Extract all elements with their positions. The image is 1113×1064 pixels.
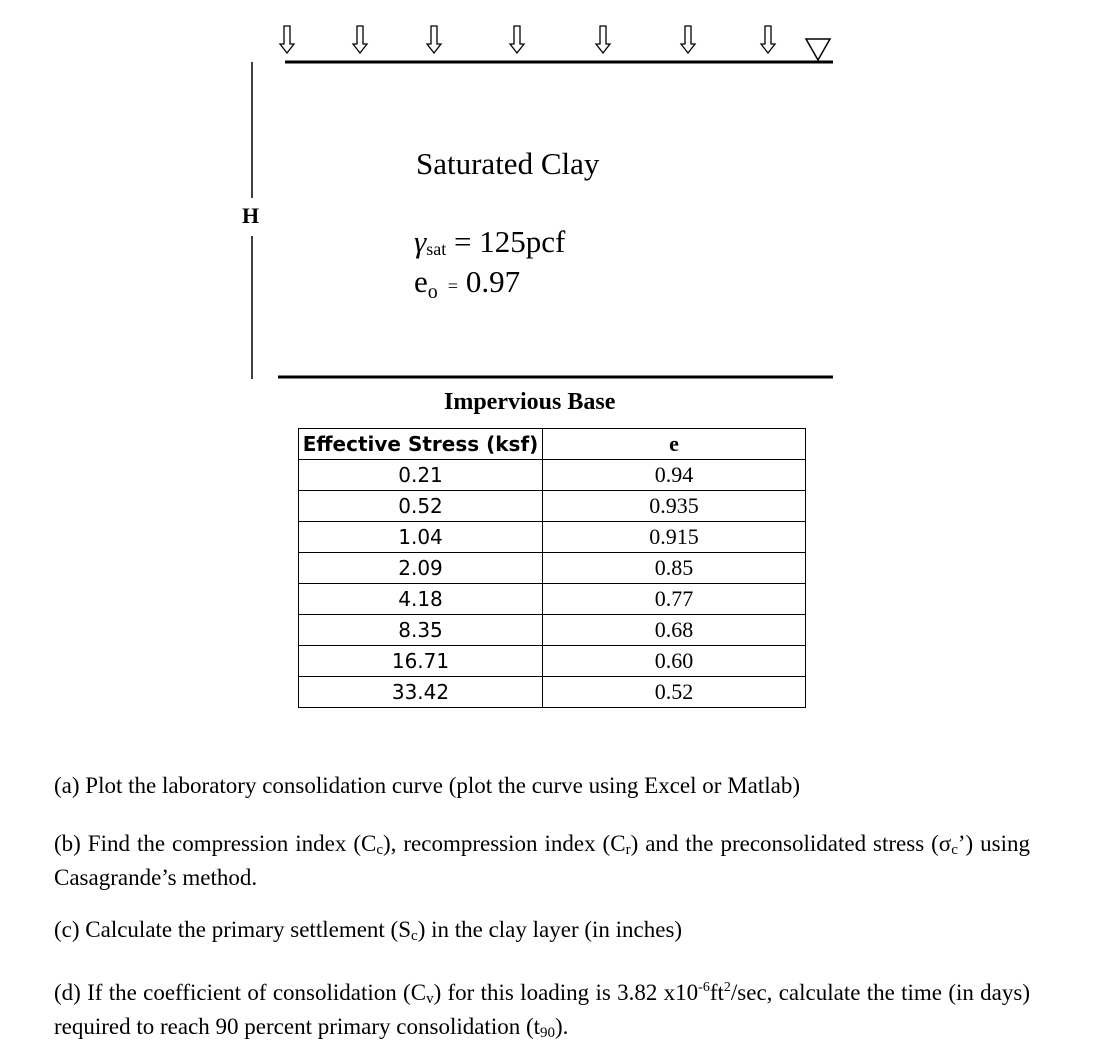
void-ratio-cell: 0.60: [543, 646, 806, 677]
question-c-text-2: ) in the clay layer (in inches): [417, 917, 683, 942]
effective-stress-cell: 0.21: [299, 460, 543, 491]
question-d-text-1: (d) If the coefficient of consolidation (C: [54, 980, 427, 1005]
clay-layer-title: Saturated Clay: [416, 146, 600, 181]
clay-layer-drawing: [0, 0, 1113, 420]
table-row: [299, 522, 806, 553]
question-a-text: (a) Plot the laboratory consolidation curve (plot the curve using Excel or Matlab): [54, 773, 800, 798]
e0-subscript: o: [427, 281, 438, 303]
effective-stress-header: Effective Stress (ksf): [299, 429, 543, 460]
table-row: [299, 553, 806, 584]
void-ratio-cell: 0.68: [543, 615, 806, 646]
question-b-sub-2: r: [625, 842, 631, 858]
layer-height-label: H: [242, 203, 260, 228]
table-body: [299, 460, 806, 708]
question-c-sub-1: c: [411, 928, 418, 944]
table-row: [299, 491, 806, 522]
void-ratio-cell: 0.52: [543, 677, 806, 708]
question-b-text-4: ’) using Casagrande’s method.: [54, 831, 1030, 890]
load-arrow-icon: [427, 26, 441, 53]
unit-weight-equation: [414, 224, 565, 260]
question-d-sup-2: 2: [723, 980, 731, 995]
question-d-sub-1: v: [426, 991, 434, 1007]
load-arrow-icon: [596, 26, 610, 53]
question-a: [54, 772, 1030, 800]
effective-stress-cell: 8.35: [299, 615, 543, 646]
load-arrow-icon: [761, 26, 775, 53]
table-header-row: [299, 429, 806, 460]
table-row: [299, 646, 806, 677]
question-b-sub-1: c: [376, 842, 383, 858]
gamma-value: 125pcf: [479, 224, 566, 259]
question-b-text-3: ) and the preconsolidated stress (σ: [630, 831, 952, 856]
clay-layer-diagram: [0, 0, 1113, 420]
question-c-text-1: (c) Calculate the primary settlement (S: [54, 917, 412, 942]
void-ratio-header: e: [543, 429, 806, 460]
effective-stress-cell: 0.52: [299, 491, 543, 522]
question-d-sup-1: -6: [698, 980, 710, 995]
impervious-base-label: Impervious Base: [444, 389, 616, 415]
question-c: [54, 916, 1030, 950]
e0-equals: =: [447, 276, 458, 296]
question-d-text-2: ) for this loading is 3.82 x10: [433, 980, 699, 1005]
gamma-symbol: γ: [414, 224, 427, 259]
void-ratio-cell: 0.85: [543, 553, 806, 584]
question-d-sub-2: 90: [540, 1025, 556, 1041]
e0-symbol: e: [414, 264, 428, 299]
gamma-equals: =: [453, 224, 472, 259]
consolidation-data-table: [298, 428, 806, 708]
void-ratio-cell: 0.94: [543, 460, 806, 491]
question-b-text-1: (b) Find the compression index (C: [54, 831, 377, 856]
void-ratio-cell: 0.77: [543, 584, 806, 615]
load-arrow-icon: [681, 26, 695, 53]
question-b-text-2: ), recompression index (C: [383, 831, 626, 856]
table-row: [299, 584, 806, 615]
question-d-text-4: /sec, calculate the time (in days) required to reach 90 percent primary consolidation (t: [54, 980, 1030, 1039]
table-row: [299, 460, 806, 491]
table-row: [299, 677, 806, 708]
load-arrow-icon: [353, 26, 367, 53]
question-b-sub-3: c: [951, 842, 958, 858]
effective-stress-cell: 16.71: [299, 646, 543, 677]
void-ratio-equation: [414, 264, 520, 304]
question-b: [54, 830, 1030, 892]
load-arrow-icon: [280, 26, 294, 53]
gamma-subscript: sat: [426, 239, 447, 259]
load-arrows: [280, 26, 775, 53]
question-d-text-5: ).: [555, 1014, 569, 1039]
effective-stress-cell: 1.04: [299, 522, 543, 553]
e0-value: 0.97: [465, 264, 521, 299]
water-table-icon: [806, 39, 830, 60]
effective-stress-cell: 33.42: [299, 677, 543, 708]
table-row: [299, 615, 806, 646]
effective-stress-cell: 4.18: [299, 584, 543, 615]
void-ratio-cell: 0.915: [543, 522, 806, 553]
void-ratio-cell: 0.935: [543, 491, 806, 522]
question-d: [54, 974, 1030, 1047]
load-arrow-icon: [510, 26, 524, 53]
effective-stress-cell: 2.09: [299, 553, 543, 584]
question-d-text-3: ft: [709, 980, 724, 1005]
